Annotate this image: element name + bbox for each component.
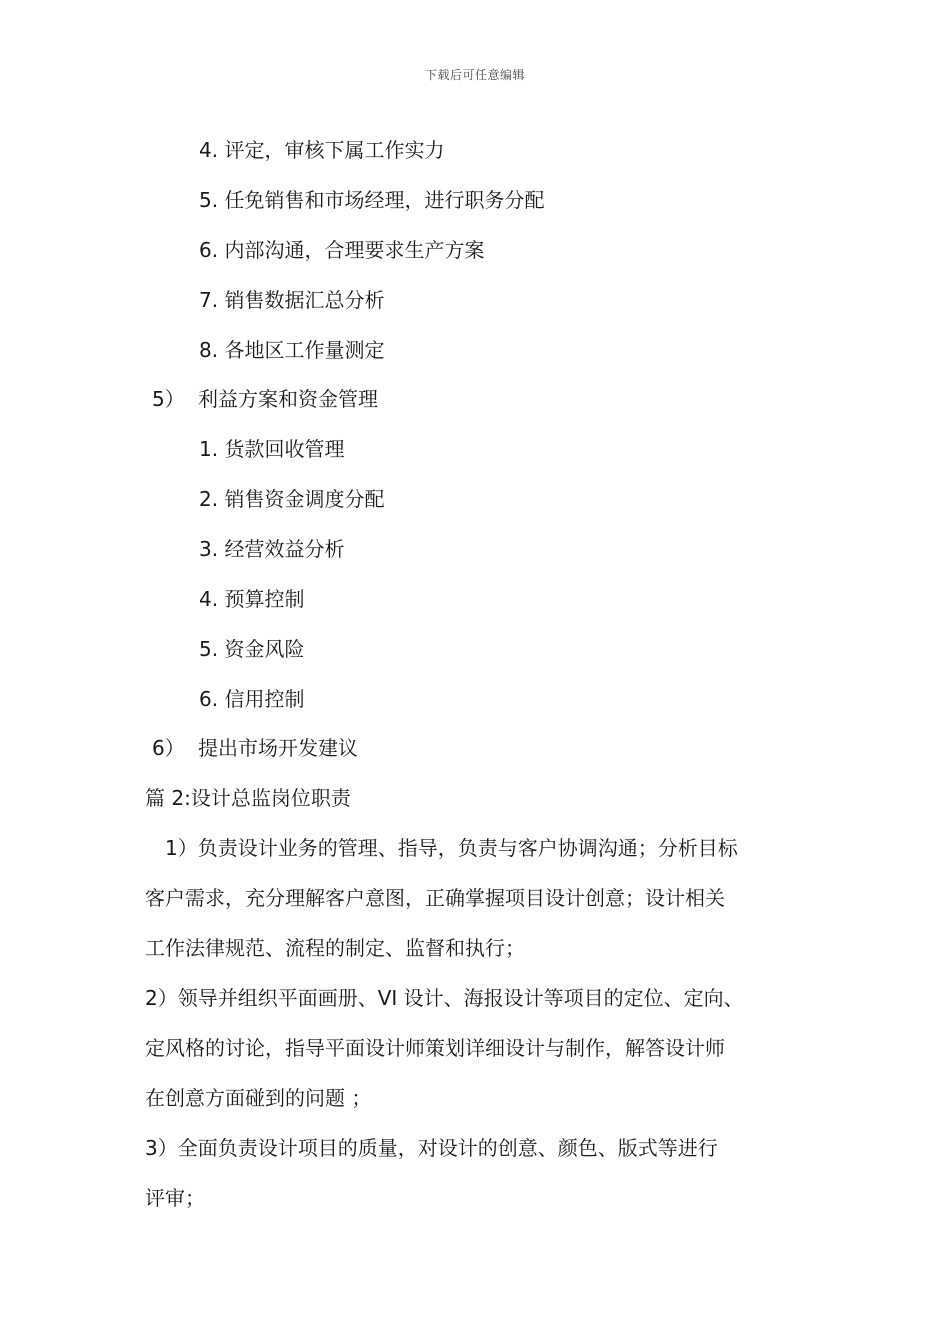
list-item: 3. 经营效益分析: [199, 537, 345, 561]
paragraph-line: 1）负责设计业务的管理、指导，负责与客户协调沟通；分析目标: [145, 836, 738, 860]
paragraph-line: 定风格的讨论，指导平面设计师策划详细设计与制作，解答设计师: [145, 1036, 725, 1060]
section-number: 6）: [152, 736, 185, 760]
list-item: 4. 评定，审核下属工作实力: [199, 138, 445, 162]
section-heading: [152, 734, 358, 762]
paragraph-line: 2）领导并组织平面画册、VI 设计、海报设计等项目的定位、定向、: [145, 986, 744, 1010]
page-header: 下载后可任意编辑: [424, 68, 525, 82]
paragraph-line: 工作法律规范、流程的制定、监督和执行；: [145, 936, 525, 960]
section-title: 提出市场开发建议: [198, 736, 358, 760]
list-item: 1. 货款回收管理: [199, 437, 345, 461]
paragraph-line: 在创意方面碰到的问题 ；: [145, 1086, 372, 1110]
section-title: 利益方案和资金管理: [198, 387, 378, 411]
section-heading: [152, 385, 378, 413]
section-number: 5）: [152, 387, 185, 411]
list-item: 5. 任免销售和市场经理，进行职务分配: [199, 188, 545, 212]
list-item: 7. 销售数据汇总分析: [199, 288, 385, 312]
list-item: 4. 预算控制: [199, 587, 305, 611]
paragraph-line: 3）全面负责设计项目的质量，对设计的创意、颜色、版式等进行: [145, 1136, 718, 1160]
list-item: 6. 内部沟通，合理要求生产方案: [199, 238, 485, 262]
list-item: 8. 各地区工作量测定: [199, 338, 385, 362]
paragraph-line: 客户需求，充分理解客户意图，正确掌握项目设计创意；设计相关: [145, 886, 725, 910]
list-item: 2. 销售资金调度分配: [199, 487, 385, 511]
chapter-title: 篇 2:设计总监岗位职责: [145, 786, 351, 810]
paragraph-line: 评审；: [145, 1186, 205, 1210]
list-item: 5. 资金风险: [199, 637, 305, 661]
list-item: 6. 信用控制: [199, 687, 305, 711]
